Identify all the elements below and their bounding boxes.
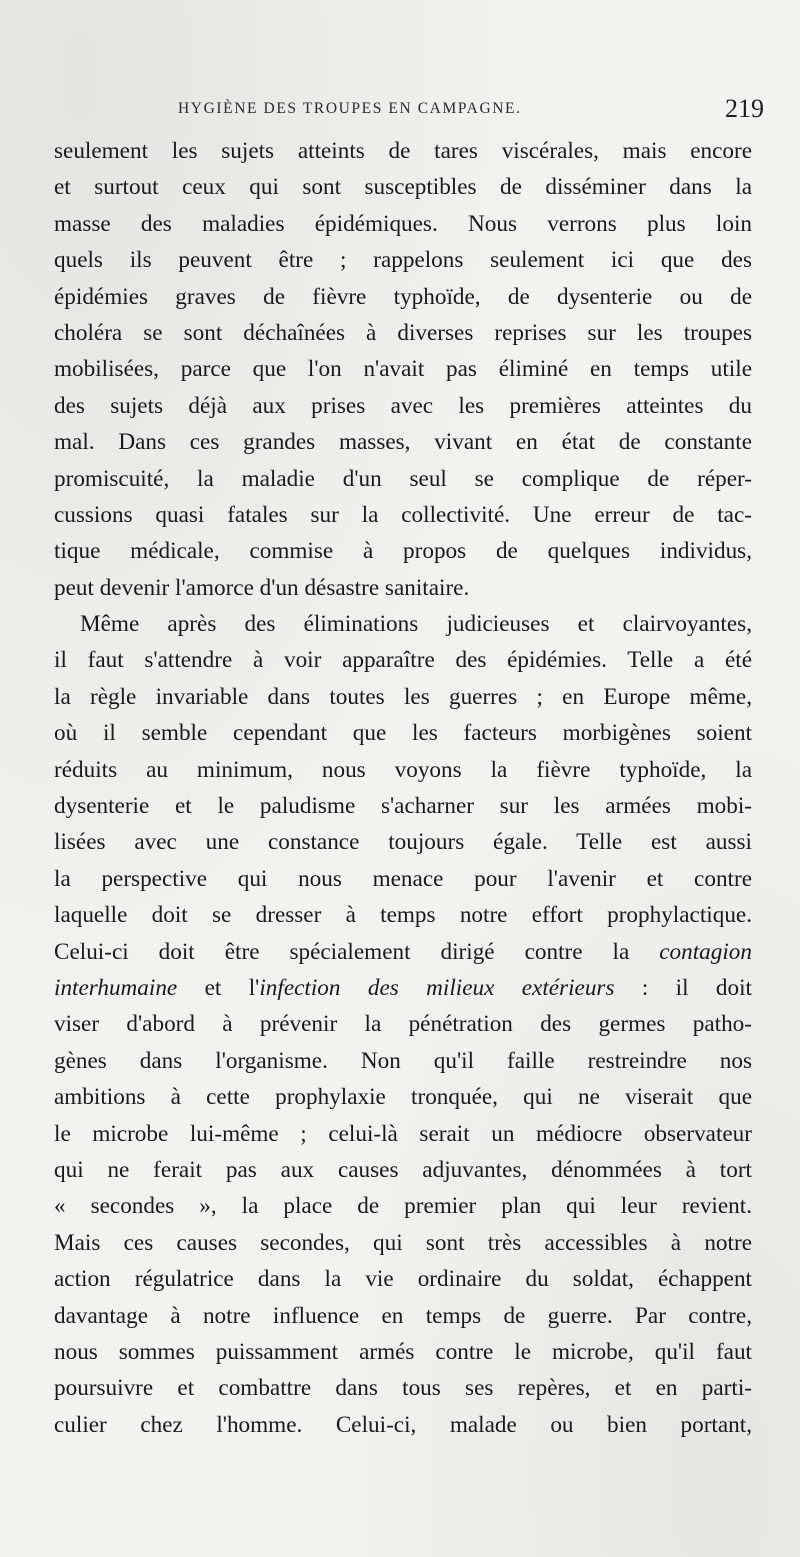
text-line: et surtout ceux qui sont susceptibles de disséminer dans la	[54, 174, 752, 201]
text-line: la perspective qui nous menace pour l'avenir et contre	[54, 865, 752, 892]
text-line: des sujets déjà aux prises avec les premières atteintes du	[54, 392, 752, 419]
text-line: gènes dans l'organisme. Non qu'il faille restreindre nos	[54, 1047, 752, 1074]
text-line: masse des maladies épidémiques. Nous verrons plus loin	[54, 210, 752, 237]
text-line: la règle invariable dans toutes les guerres ; en Europe même,	[54, 683, 752, 710]
text-line: mobilisées, parce que l'on n'avait pas éliminé en temps utile	[54, 356, 752, 383]
text-line-italic-mix: Celui-ci doit être spécialement dirigé contre la contagion	[54, 938, 752, 965]
text-line: où il semble cependant que les facteurs morbigènes soient	[54, 720, 752, 747]
text-line: mal. Dans ces grandes masses, vivant en état de constante	[54, 429, 752, 456]
text-line: nous sommes puissamment armés contre le microbe, qu'il faut	[54, 1338, 752, 1365]
text-line: poursuivre et combattre dans tous ses repères, et en parti-	[54, 1375, 752, 1402]
text-line: quels ils peuvent être ; rappelons seulement ici que des	[54, 247, 752, 274]
body-text	[54, 133, 752, 1443]
text-line: « secondes », la place de premier plan qui leur revient.	[54, 1193, 752, 1220]
text-line: seulement les sujets atteints de tares viscérales, mais encore	[54, 138, 752, 164]
text-line: qui ne ferait pas aux causes adjuvantes, dénommées à tort	[54, 1156, 752, 1183]
text-line: culier chez l'homme. Celui-ci, malade ou bien portant,	[54, 1411, 752, 1438]
text-line: choléra se sont déchaînées à diverses reprises sur les troupes	[54, 319, 752, 346]
text-line: laquelle doit se dresser à temps notre effort prophylactique.	[54, 902, 752, 929]
text-line: promiscuité, la maladie d'un seul se complique de réper-	[54, 465, 752, 492]
page-header	[178, 96, 764, 126]
text-line: lisées avec une constance toujours égale. Telle est aussi	[54, 829, 752, 856]
italic-phrase: infection des milieux extérieurs	[259, 974, 615, 1001]
text-line: réduits au minimum, nous voyons la fièvre typhoïde, la	[54, 756, 752, 783]
text-line: dysenterie et le paludisme s'acharner sur les armées mobi-	[54, 793, 752, 820]
text-line-italic-mix: interhumaine et l'infection des milieux extérieurs : il doit	[54, 974, 752, 1001]
text-line: davantage à notre influence en temps de guerre. Par contre,	[54, 1302, 752, 1329]
paragraph-end-line: peut devenir l'amorce d'un désastre sanitaire.	[54, 574, 470, 601]
text-line: il faut s'attendre à voir apparaître des épidémies. Telle a été	[54, 647, 752, 674]
running-head: HYGIÈNE DES TROUPES EN CAMPAGNE.	[178, 100, 522, 117]
italic-phrase: interhumaine	[54, 974, 178, 1001]
text-line: ambitions à cette prophylaxie tronquée, qui ne viserait que	[54, 1084, 752, 1111]
italic-phrase: contagion	[659, 938, 752, 965]
text-line: cussions quasi fatales sur la collectivité. Une erreur de tac-	[54, 501, 752, 528]
page-number: 219	[725, 94, 764, 123]
text-line: le microbe lui-même ; celui-là serait un médiocre observateur	[54, 1120, 752, 1147]
paragraph-start-line: Même après des éliminations judicieuses et clairvoyantes,	[80, 611, 752, 638]
text-line: épidémies graves de fièvre typhoïde, de dysenterie ou de	[54, 283, 752, 310]
text-line: Mais ces causes secondes, qui sont très accessibles à notre	[54, 1229, 752, 1256]
text-line: action régulatrice dans la vie ordinaire du soldat, échappent	[54, 1266, 752, 1293]
text-line: tique médicale, commise à propos de quelques individus,	[54, 538, 752, 565]
text-line: viser d'abord à prévenir la pénétration des germes patho-	[54, 1011, 752, 1038]
